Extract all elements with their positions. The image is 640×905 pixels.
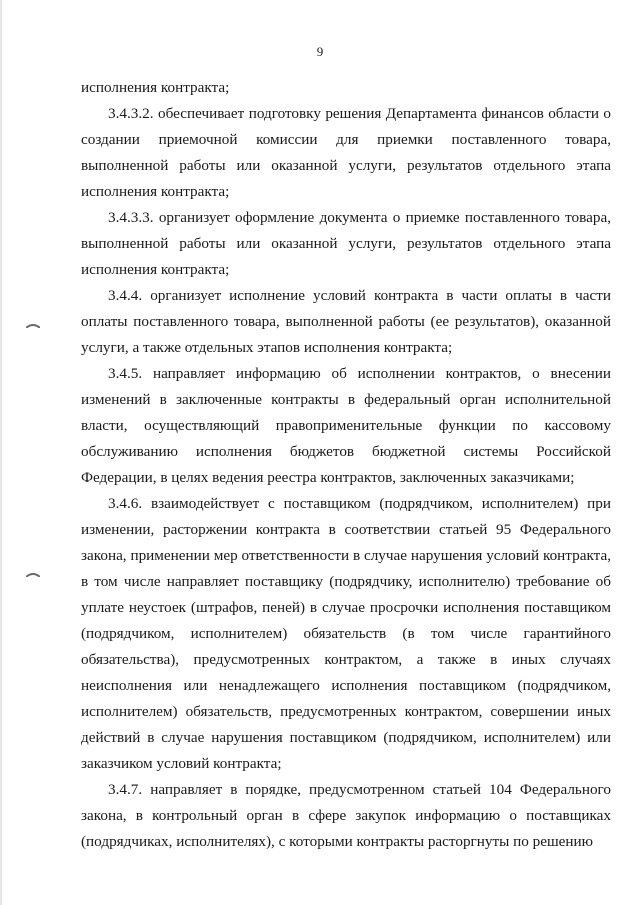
paragraph-3-4-7: 3.4.7. направляет в порядке, предусмотренном статьей 104 Федерального закона, в контрольный орган в сфере закупок информацию о поставщиках (подрядчиках, исполнителях), с которыми контракты расторгнуты по решению <box>81 781 611 850</box>
paragraph-3-4-5: 3.4.5. направляет информацию об исполнении контрактов, о внесении изменений в заключенные контракты в федеральный орган исполнительной власти, осуществляющий правоприменительные функции по кассовому обслуживанию исполнения бюджетов бюджетной системы Российской Федерации, в целях ведения реестра контрактов, заключенных заказчиками; <box>81 365 611 486</box>
punch-hole-mark <box>26 323 40 328</box>
punch-hole-mark <box>26 572 40 577</box>
page-number: 9 <box>316 44 324 59</box>
scan-edge <box>0 0 2 905</box>
document-body <box>81 75 611 855</box>
paragraph-3-4-3-2: 3.4.3.2. обеспечивает подготовку решения Департамента финансов области о создании приемочной комиссии для приемки поставленного товара, выполненной работы или оказанной услуги, результатов отдельного этапа исполнения контракта; <box>81 105 611 200</box>
paragraph-3-4-3-3: 3.4.3.3. организует оформление документа о приемке поставленного товара, выполненной работы или оказанной услуги, результатов отдельного этапа исполнения контракта; <box>81 209 611 278</box>
paragraph-3-4-4: 3.4.4. организует исполнение условий контракта в части оплаты в части оплаты поставленного товара, выполненной работы (ее результатов), оказанной услуги, а также отдельных этапов исполнения контракта; <box>81 287 611 356</box>
paragraph-continuation: исполнения контракта; <box>81 79 230 96</box>
paragraph-3-4-6: 3.4.6. взаимодействует с поставщиком (подрядчиком, исполнителем) при изменении, расторжении контракта в соответствии статьей 95 Федерального закона, применении мер ответственности в случае нарушения условий контракта, в том числе направляет поставщику (подрядчику, исполнителю) требование об уплате неустоек (штрафов, пеней) в случае просрочки исполнения поставщиком (подрядчиком, исполнителем) обязательств (в том числе гарантийного обязательства), предусмотренных контрактом, а также в иных случаях неисполнения или ненадлежащего исполнения поставщиком (подрядчиком, исполнителем) обязательств, предусмотренных контрактом, совершении иных действий в случае нарушения поставщиком (подрядчиком, исполнителем) или заказчиком условий контракта; <box>81 495 611 772</box>
